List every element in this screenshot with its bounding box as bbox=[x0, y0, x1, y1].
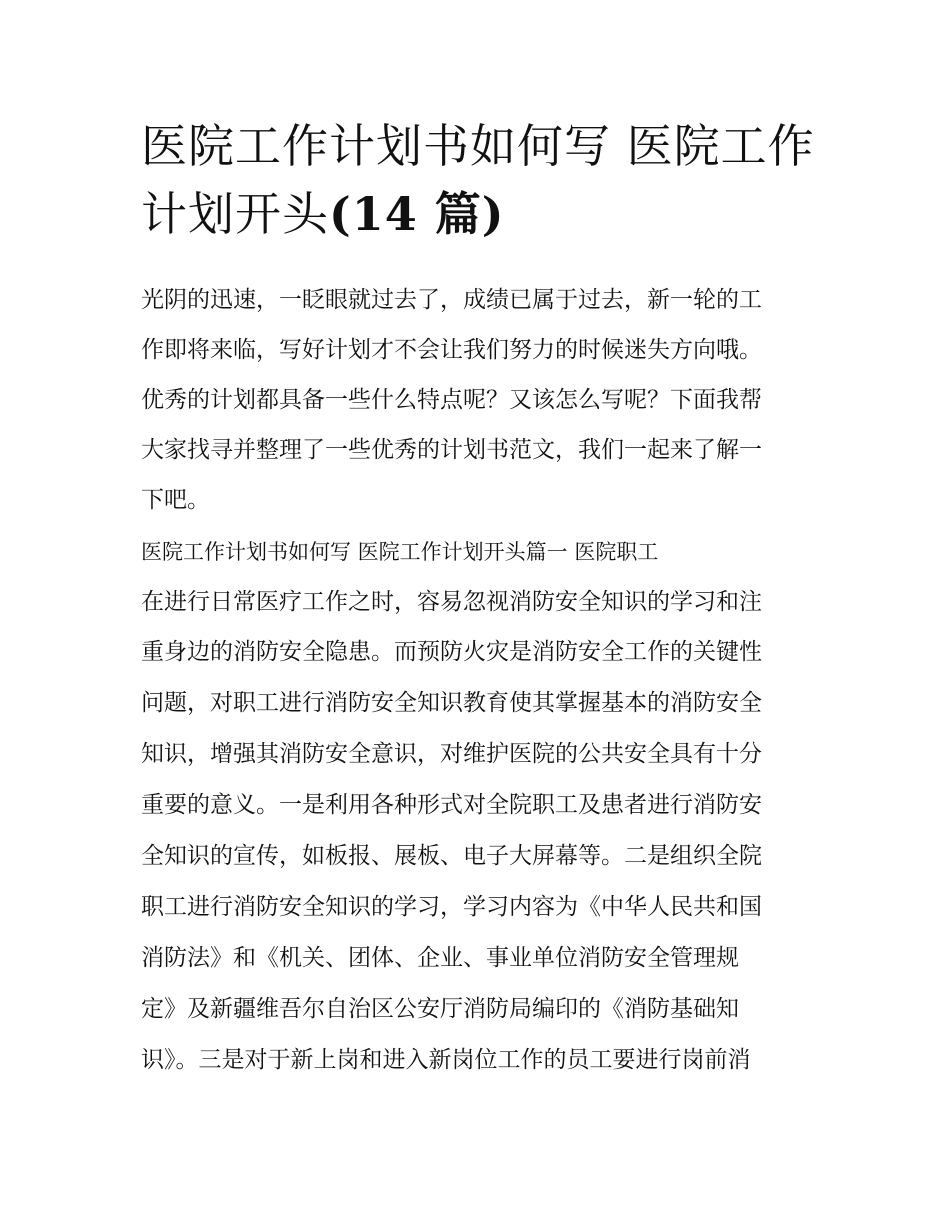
paragraph-line: 作即将来临，写好计划才不会让我们努力的时候迷失方向哦。 bbox=[141, 337, 762, 363]
title-count: (14 篇) bbox=[329, 187, 505, 241]
paragraph-line: 全知识的宣传，如板报、展板、电子大屏幕等。二是组织全院 bbox=[141, 843, 762, 869]
paragraph-line: 大家找寻并整理了一些优秀的计划书范文，我们一起来了解一 bbox=[141, 437, 762, 463]
paragraph-line: 优秀的计划都具备一些什么特点呢？又该怎么写呢？下面我帮 bbox=[141, 387, 762, 413]
paragraph-line: 定》及新疆维吾尔自治区公安厅消防局编印的《消防基础知 bbox=[141, 996, 739, 1022]
paragraph-line: 问题，对职工进行消防安全知识教育使其掌握基本的消防安全 bbox=[141, 690, 762, 716]
paragraph-line: 职工进行消防安全知识的学习，学习内容为《中华人民共和国 bbox=[141, 894, 762, 920]
paragraph-line: 光阴的迅速，一眨眼就过去了，成绩已属于过去，新一轮的工 bbox=[141, 287, 762, 313]
paragraph-line: 在进行日常医疗工作之时，容易忽视消防安全知识的学习和注 bbox=[141, 589, 762, 615]
document-title bbox=[141, 112, 821, 248]
paragraph-line: 重要的意义。一是利用各种形式对全院职工及患者进行消防安 bbox=[141, 792, 762, 818]
paragraph-line: 知识，增强其消防安全意识，对维护医院的公共安全具有十分 bbox=[141, 741, 762, 767]
paragraph-line: 下吧。 bbox=[141, 487, 210, 513]
paragraph-line: 重身边的消防安全隐患。而预防火灾是消防安全工作的关键性 bbox=[141, 639, 762, 665]
title-text: 医院工作计划书如何写 医院工作计划开头 bbox=[141, 119, 815, 241]
paragraph-line: 消防法》和《机关、团体、企业、事业单位消防安全管理规 bbox=[141, 945, 739, 971]
paragraph-line: 识》。三是对于新上岗和进入新岗位工作的员工要进行岗前消 bbox=[141, 1047, 751, 1073]
section-heading: 医院工作计划书如何写 医院工作计划开头篇一 医院职工 bbox=[141, 540, 659, 564]
